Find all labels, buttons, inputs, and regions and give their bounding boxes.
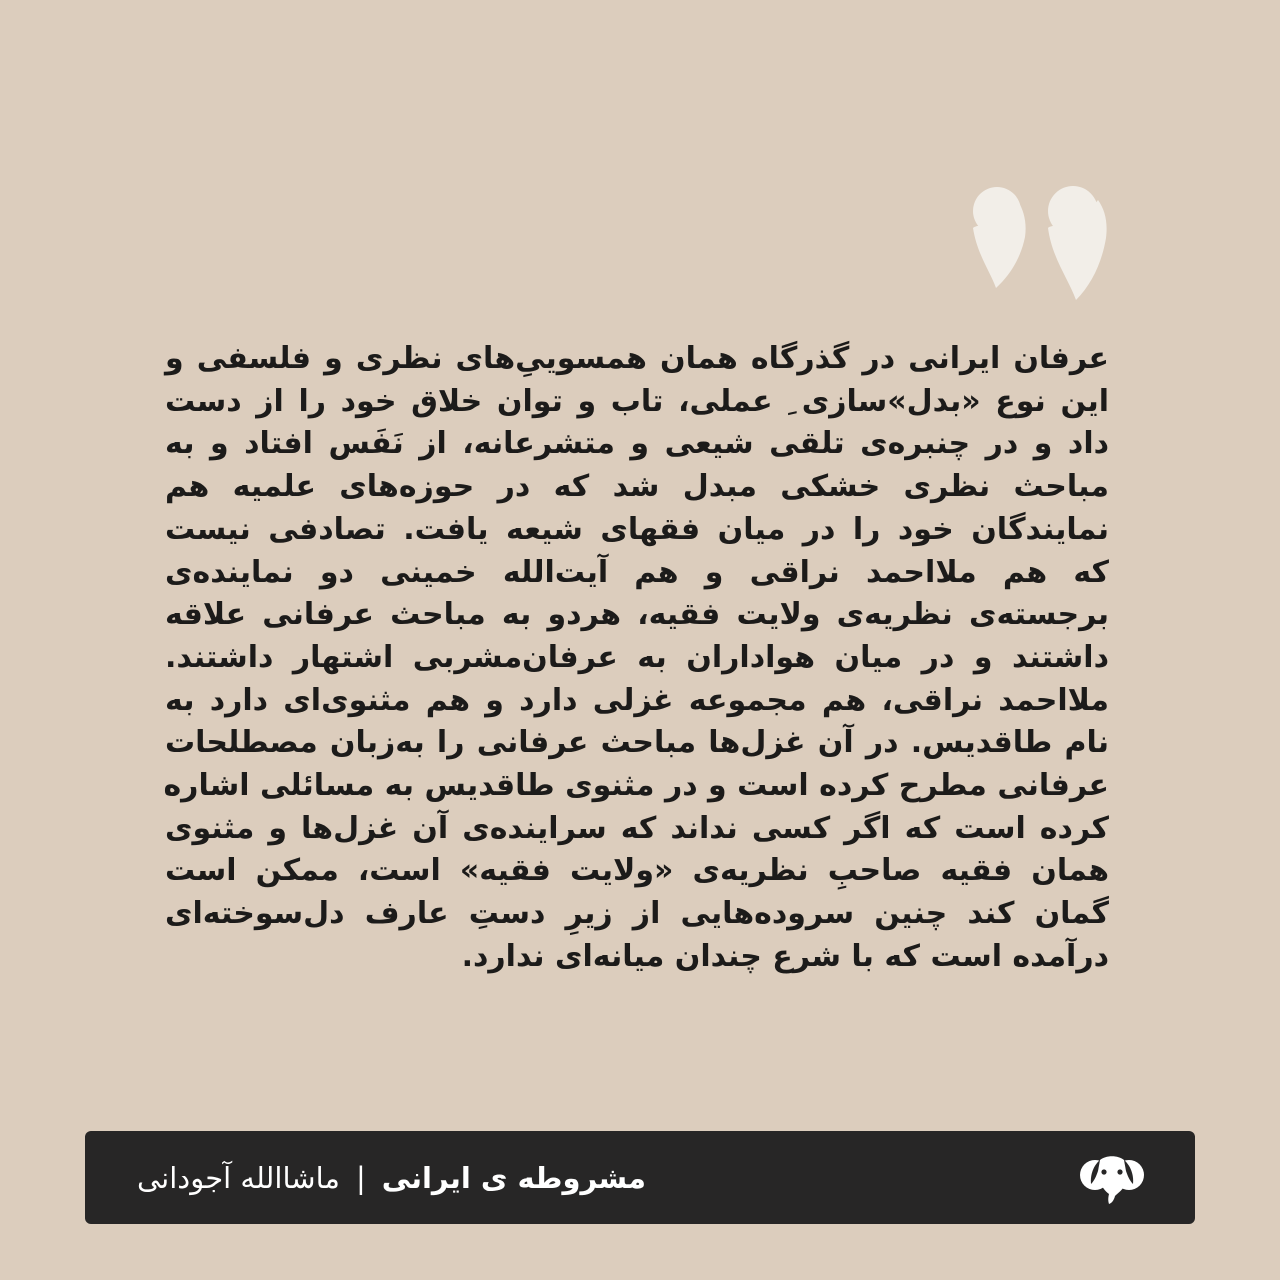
author-name: ماشاالله آجودانی [137,1160,340,1195]
quote-line: که هم ملااحمد نراقی و هم آیت‌الله خمینی دو نماینده‌ی [165,554,1109,590]
quote-line: داشتند و در میان هواداران به عرفان‌مشربی اشتهار داشتند. [165,639,1109,675]
quote-line: مباحث نظری خشکی مبدل شد که در حوزه‌های علمیه هم [165,469,1109,505]
quote-line: عرفانی مطرح کرده است و در مثنوی طاقدیس به مسائلی اشاره [163,768,1109,804]
brand-name: مشروطه ی ایرانی [381,1160,646,1195]
quote-line: همان فقیه صاحبِ نظریه‌ی «ولایت فقیه» است، ممکن است [165,853,1109,889]
quote-line: نام طاقدیس. در آن غزل‌ها مباحث عرفانی را به‌زبان مصطلحات [165,725,1109,761]
closing-quote-icon [960,180,1120,300]
quote-line: گمان کند چنین سروده‌هایی از زیرِ دستِ عارف دل‌سوخته‌ای [165,896,1109,932]
quote-line: درآمده است که با شرع چندان میانه‌ای ندارد. [461,938,1109,974]
quote-line: این نوع «بدل»سازی ِ عملی، تاب و توان خلاق خود را از دست [165,383,1109,419]
quote-line: داد و در چنبره‌ی تلقی شیعی و متشرعانه، از نَفَس افتاد و به [165,426,1109,462]
quote-line: برجسته‌ی نظریه‌ی ولایت فقیه، هردو به مباحث عرفانی علاقه [165,597,1109,633]
footer-separator: | [355,1160,366,1195]
quote-line: عرفان ایرانی در گذرگاه همان همسوییِ‌های نظری و فلسفی و [165,341,1109,376]
footer-bar [85,1131,1195,1224]
footer-credit [137,1131,646,1224]
quote-line: کرده است که اگر کسی نداند که سراینده‌ی آن غزل‌ها و مثنوی [165,810,1109,846]
quote-text [165,338,1109,979]
elephant-logo-icon [1079,1151,1145,1205]
quote-line: نمایندگان خود را در میان فقهای شیعه یافت. تصادفی نیست [165,511,1109,547]
quote-line: ملااحمد نراقی، هم مجموعه غزلی دارد و هم مثنوی‌ای دارد به [165,682,1109,718]
